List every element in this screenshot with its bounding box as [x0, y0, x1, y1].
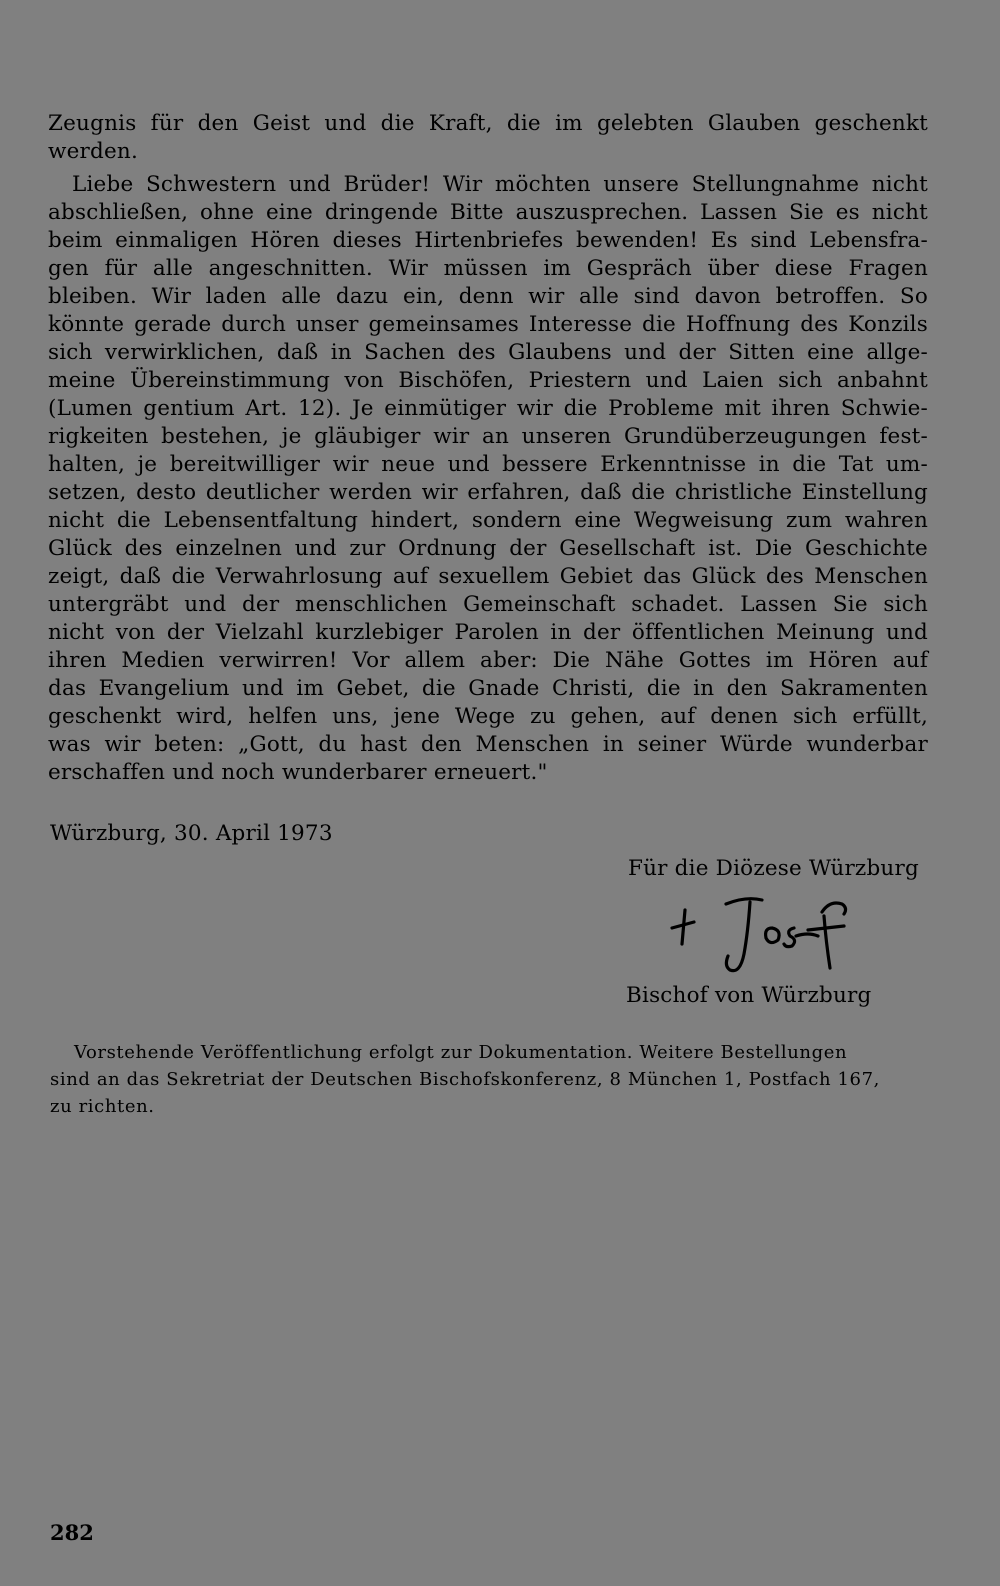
- body-line: nicht von der Vielzahl kurzlebiger Parolen in der öffentlichen Meinung und: [48, 620, 928, 645]
- body-line: könnte gerade durch unser gemeinsames Interesse die Hoffnung des Konzils: [48, 312, 928, 337]
- body-line: (Lumen gentium Art. 12). Je einmütiger wir die Probleme mit ihren Schwie-: [48, 396, 928, 421]
- body-line: ihren Medien verwirren! Vor allem aber: Die Nähe Gottes im Hören auf: [48, 648, 928, 673]
- signature-image: [668, 892, 868, 982]
- body-line: werden.: [48, 139, 138, 164]
- body-line: Liebe Schwestern und Brüder! Wir möchten unsere Stellungnahme nicht: [72, 172, 928, 197]
- body-line: sich verwirklichen, daß in Sachen des Glaubens und der Sitten eine allge-: [48, 340, 928, 365]
- body-line: abschließen, ohne eine dringende Bitte auszusprechen. Lassen Sie es nicht: [48, 200, 928, 225]
- body-line: setzen, desto deutlicher werden wir erfahren, daß die christliche Einstellung: [48, 480, 928, 505]
- body-line: erschaffen und noch wunderbarer erneuert.": [48, 760, 548, 785]
- body-line: was wir beten: „Gott, du hast den Menschen in seiner Würde wunderbar: [48, 732, 928, 757]
- body-line: beim einmaligen Hören dieses Hirtenbriefes bewenden! Es sind Lebensfra-: [48, 228, 928, 253]
- body-line: geschenkt wird, helfen uns, jene Wege zu gehen, auf denen sich erfüllt,: [48, 704, 928, 729]
- page-number: 282: [50, 1520, 94, 1545]
- body-line: halten, je bereitwilliger wir neue und bessere Erkenntnisse in die Tat um-: [48, 452, 928, 477]
- body-line: Zeugnis für den Geist und die Kraft, die im gelebten Glauben geschenkt: [48, 111, 928, 136]
- footnote-line: sind an das Sekretriat der Deutschen Bischofskonferenz, 8 München 1, Postfach 167,: [50, 1069, 880, 1090]
- body-line: nicht die Lebensentfaltung hindert, sondern eine Wegweisung zum wahren: [48, 508, 928, 533]
- body-line: rigkeiten bestehen, je gläubiger wir an unseren Grundüberzeugungen fest-: [48, 424, 928, 449]
- diocese-line: Für die Diözese Würzburg: [628, 856, 919, 881]
- footnote-line: zu richten.: [50, 1096, 155, 1117]
- body-line: gen für alle angeschnitten. Wir müssen im Gespräch über diese Fragen: [48, 256, 928, 281]
- body-line: das Evangelium und im Gebet, die Gnade Christi, die in den Sakramenten: [48, 676, 928, 701]
- body-line: Glück des einzelnen und zur Ordnung der Gesellschaft ist. Die Geschichte: [48, 536, 928, 561]
- place-date: Würzburg, 30. April 1973: [50, 821, 333, 846]
- body-line: zeigt, daß die Verwahrlosung auf sexuellem Gebiet das Glück des Menschen: [48, 564, 928, 589]
- footnote-line: Vorstehende Veröffentlichung erfolgt zur Dokumentation. Weitere Bestellungen: [74, 1042, 848, 1063]
- signatory-title: Bischof von Würzburg: [626, 983, 872, 1008]
- body-line: untergräbt und der menschlichen Gemeinschaft schadet. Lassen Sie sich: [48, 592, 928, 617]
- body-line: bleiben. Wir laden alle dazu ein, denn wir alle sind davon betroffen. So: [48, 284, 928, 309]
- body-line: meine Übereinstimmung von Bischöfen, Priestern und Laien sich anbahnt: [48, 368, 928, 393]
